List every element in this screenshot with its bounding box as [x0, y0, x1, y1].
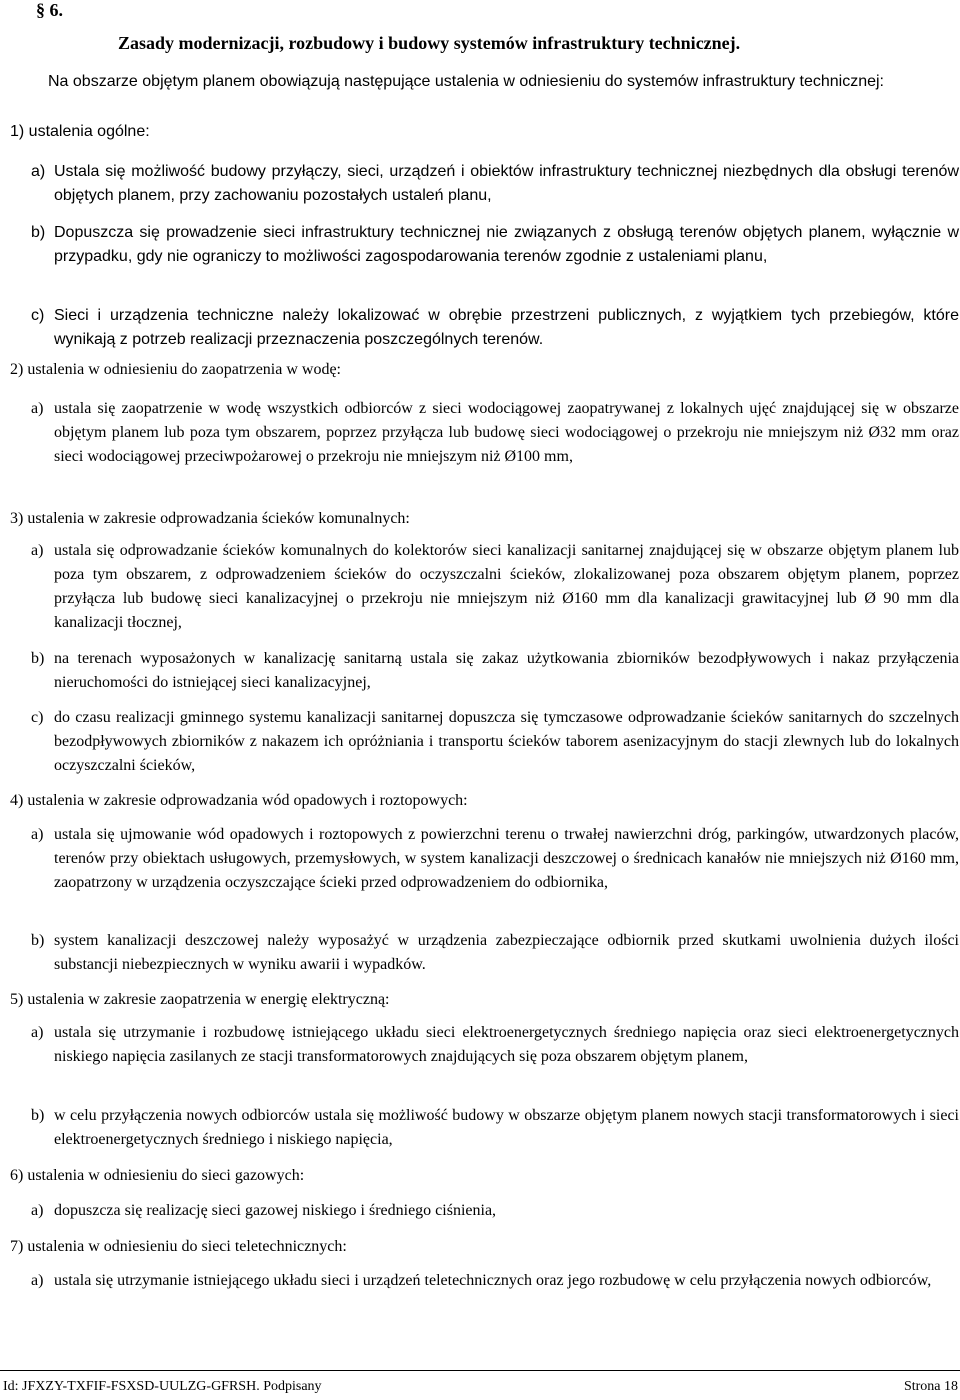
item-text: ustala się utrzymanie istniejącego układu sieci i urządzeń teletechnicznych oraz jego rozbudowę w celu przyłączenia nowych odbiorców, [54, 1272, 932, 1289]
item-text: w celu przyłączenia nowych odbiorców ustala się możliwość budowy w obszarze objętym planem nowych stacji transformatorowych i sieci elektroenergetycznych średniego i niskiego napięcia, [54, 1107, 959, 1148]
item-label: a) [31, 400, 44, 417]
item-text: ustala się ujmowanie wód opadowych i roztopowych z powierzchni terenu o trwałej nawierzchni dróg, parkingów, utwardzonych placów, terenów przy obiektach usługowych, przemysłowych, w system kanalizacji deszczowej o średnicach kanałów nie mniejszych niż Ø160 mm, zaopatrzony w urządzenia oczyszczające ścieki przed odprowadzeniem do odbiornika, [54, 826, 959, 891]
item-label: a) [31, 1272, 44, 1289]
item-label: b) [31, 224, 46, 241]
group-heading-telecom: 7) ustalenia w odniesieniu do sieci teletechnicznych: [10, 1238, 347, 1255]
footer-divider [0, 1370, 960, 1371]
item-label: a) [31, 1024, 44, 1041]
item-label: a) [31, 1202, 44, 1219]
list-item [31, 539, 959, 635]
list-item [31, 647, 959, 695]
group-heading-electricity: 5) ustalenia w zakresie zaopatrzenia w energię elektryczną: [10, 991, 390, 1008]
item-label: c) [31, 709, 44, 726]
group-heading-water: 2) ustalenia w odniesieniu do zaopatrzenia w wodę: [10, 361, 341, 378]
list-item [31, 1269, 959, 1293]
section-number: § 6. [36, 0, 63, 20]
list-item [31, 1199, 959, 1223]
item-text: Ustala się możliwość budowy przyłączy, sieci, urządzeń i obiektów infrastruktury technicznej niezbędnych dla obsługi terenów objętych planem, przy zachowaniu pozostałych ustaleń planu, [54, 163, 959, 204]
item-label: b) [31, 650, 45, 667]
list-item [31, 304, 959, 352]
item-label: a) [31, 826, 44, 843]
item-label: b) [31, 932, 45, 949]
group-heading-general: 1) ustalenia ogólne: [10, 123, 150, 140]
group-heading-sewage: 3) ustalenia w zakresie odprowadzania ścieków komunalnych: [10, 510, 410, 527]
list-item [31, 1021, 959, 1069]
item-text: ustala się zaopatrzenie w wodę wszystkich odbiorców z sieci wodociągowej zaopatrywanej z lokalnych ujęć znajdującej się w obszarze objętym planem lub poza tym obszarem, poprzez przyłącza lub budowę sieci wodociągowej o przekroju nie mniejszym niż Ø32 mm oraz sieci wodociągowej przeciwpożarowej o przekroju nie mniejszym niż Ø100 mm, [54, 400, 959, 465]
item-text: ustala się odprowadzanie ścieków komunalnych do kolektorów sieci kanalizacji sanitarnej znajdującej się w obszarze objętym planem lub poza tym obszarem, z odprowadzeniem ścieków do oczyszczalni ścieków, zlokalizowanej poza obszarem objętym planem, poprzez przyłącza lub budowę sieci kanalizacyjnej o przekroju nie mniejszym niż Ø160 mm dla kanalizacji grawitacyjnej lub Ø 90 mm dla kanalizacji tłocznej, [54, 542, 959, 631]
item-text: Dopuszcza się prowadzenie sieci infrastruktury technicznej nie związanych z obsługą terenów objętych planem, wyłącznie w przypadku, gdy nie ograniczy to możliwości zagospodarowania terenów zgodnie z ustaleniami planu, [54, 224, 959, 265]
item-text: system kanalizacji deszczowej należy wyposażyć w urządzenia zabezpieczające odbiornik przed skutkami uwolnienia dużych ilości substancji niebezpiecznych w wyniku awarii i wypadków. [54, 932, 959, 973]
list-item [31, 221, 959, 269]
item-label: a) [31, 163, 46, 180]
list-item [31, 706, 959, 778]
item-text: do czasu realizacji gminnego systemu kanalizacji sanitarnej dopuszcza się tymczasowe odprowadzanie ścieków sanitarnych do szczelnych bezodpływowych zbiorników z nakazem ich opróżniania i transportu ścieków taborem asenizacyjnym do stacji zlewnych lub do lokalnych oczyszczalni ścieków, [54, 709, 959, 774]
list-item [31, 397, 959, 469]
list-item [31, 1104, 959, 1152]
section-title: Zasady modernizacji, rozbudowy i budowy systemów infrastruktury technicznej. [118, 33, 741, 53]
group-heading-gas: 6) ustalenia w odniesieniu do sieci gazowych: [10, 1167, 305, 1184]
item-text: na terenach wyposażonych w kanalizację sanitarną ustala się zakaz użytkowania zbiorników bezodpływowych i nakaz przyłączenia nieruchomości do istniejącej sieci kanalizacyjnej, [54, 650, 959, 691]
list-item [31, 929, 959, 977]
list-item [31, 823, 959, 895]
intro-paragraph: Na obszarze objętym planem obowiązują następujące ustalenia w odniesieniu do systemów infrastruktury technicznej: [48, 73, 884, 90]
item-label: c) [31, 307, 45, 324]
list-item [31, 160, 959, 208]
item-text: dopuszcza się realizację sieci gazowej niskiego i średniego ciśnienia, [54, 1202, 497, 1219]
footer-document-id: Id: JFXZY-TXFIF-FSXSD-UULZG-GFRSH. Podpisany [3, 1379, 322, 1394]
group-heading-rainwater: 4) ustalenia w zakresie odprowadzania wód opadowych i roztopowych: [10, 792, 468, 809]
item-text: ustala się utrzymanie i rozbudowę istniejącego układu sieci elektroenergetycznych średniego napięcia oraz sieci elektroenergetycznych niskiego napięcia zasilanych ze stacji transformatorowych znajdujących się poza obszarem objętym planem, [54, 1024, 959, 1065]
item-label: a) [31, 542, 44, 559]
item-text: Sieci i urządzenia techniczne należy lokalizować w obrębie przestrzeni publicznych, z wyjątkiem tych przebiegów, które wynikają z potrzeb realizacji przeznaczenia poszczególnych terenów. [54, 307, 959, 348]
item-label: b) [31, 1107, 45, 1124]
footer-page-number: Strona 18 [903, 1379, 958, 1394]
